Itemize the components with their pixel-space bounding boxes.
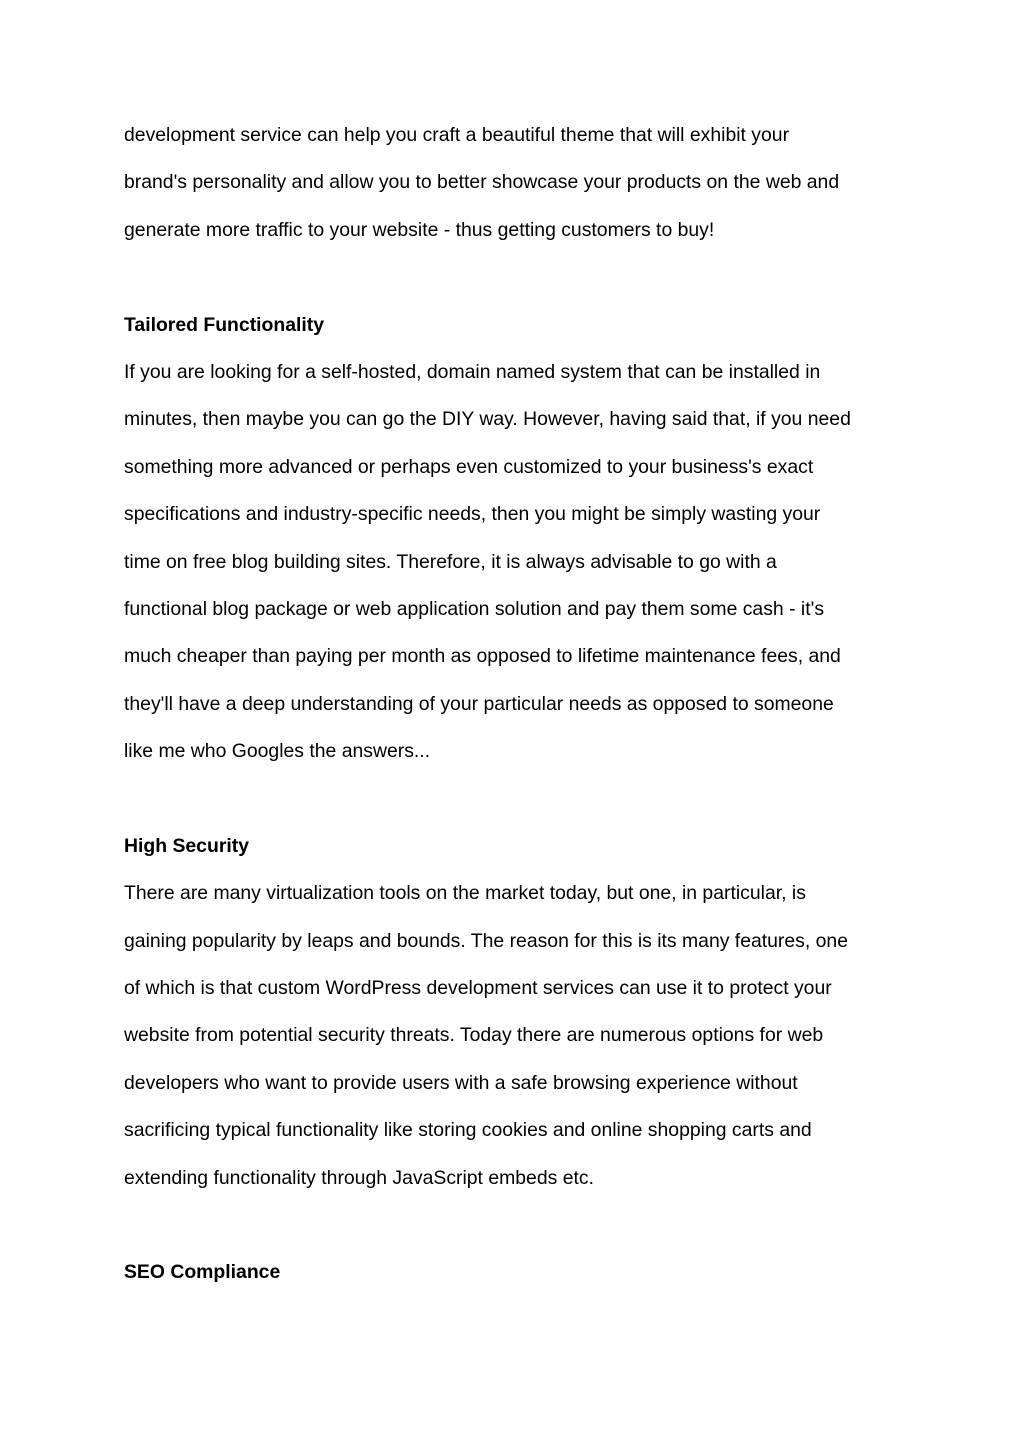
paragraph-line: brand's personality and allow you to better showcase your products on the web and: [124, 171, 840, 194]
paragraph-line: something more advanced or perhaps even customized to your business's exact: [124, 455, 814, 478]
paragraph-line: There are many virtualization tools on the market today, but one, in particular, is: [124, 882, 806, 905]
section-heading: SEO Compliance: [124, 1261, 281, 1284]
paragraph-line: If you are looking for a self-hosted, domain named system that can be installed in: [124, 360, 821, 383]
paragraph-line: functional blog package or web application solution and pay them some cash - it's: [124, 597, 825, 620]
paragraph-line: specifications and industry-specific needs, then you might be simply wasting your: [124, 503, 821, 526]
paragraph-line: extending functionality through JavaScript embeds etc.: [124, 1166, 594, 1189]
paragraph-line: minutes, then maybe you can go the DIY way. However, having said that, if you need: [124, 408, 851, 431]
paragraph-line: developers who want to provide users with a safe browsing experience without: [124, 1071, 798, 1094]
section-tailored-functionality: [124, 302, 904, 776]
paragraph-line: of which is that custom WordPress development services can use it to protect your: [124, 977, 832, 1000]
paragraph-line: they'll have a deep understanding of your particular needs as opposed to someone: [124, 692, 834, 715]
intro-paragraph: [124, 112, 904, 254]
paragraph-line: website from potential security threats. Today there are numerous options for web: [124, 1024, 824, 1047]
paragraph-line: gaining popularity by leaps and bounds. The reason for this is its many features, one: [124, 929, 848, 952]
paragraph-line: generate more traffic to your website - thus getting customers to buy!: [124, 218, 715, 241]
paragraph-line: development service can help you craft a beautiful theme that will exhibit your: [124, 124, 790, 146]
paragraph-spacer: [124, 1202, 904, 1249]
section-heading: Tailored Functionality: [124, 313, 325, 336]
paragraph-spacer: [124, 254, 904, 301]
paragraph-line: sacrificing typical functionality like storing cookies and online shopping carts and: [124, 1119, 812, 1142]
paragraph-line: much cheaper than paying per month as opposed to lifetime maintenance fees, and: [124, 645, 841, 668]
paragraph-line: like me who Googles the answers...: [124, 740, 431, 763]
section-high-security: [124, 823, 904, 1202]
section-heading: High Security: [124, 834, 249, 857]
section-seo-compliance: [124, 1249, 904, 1296]
document-page: [124, 112, 904, 1297]
paragraph-line: time on free blog building sites. Therefore, it is always advisable to go with a: [124, 550, 777, 573]
paragraph-spacer: [124, 775, 904, 822]
